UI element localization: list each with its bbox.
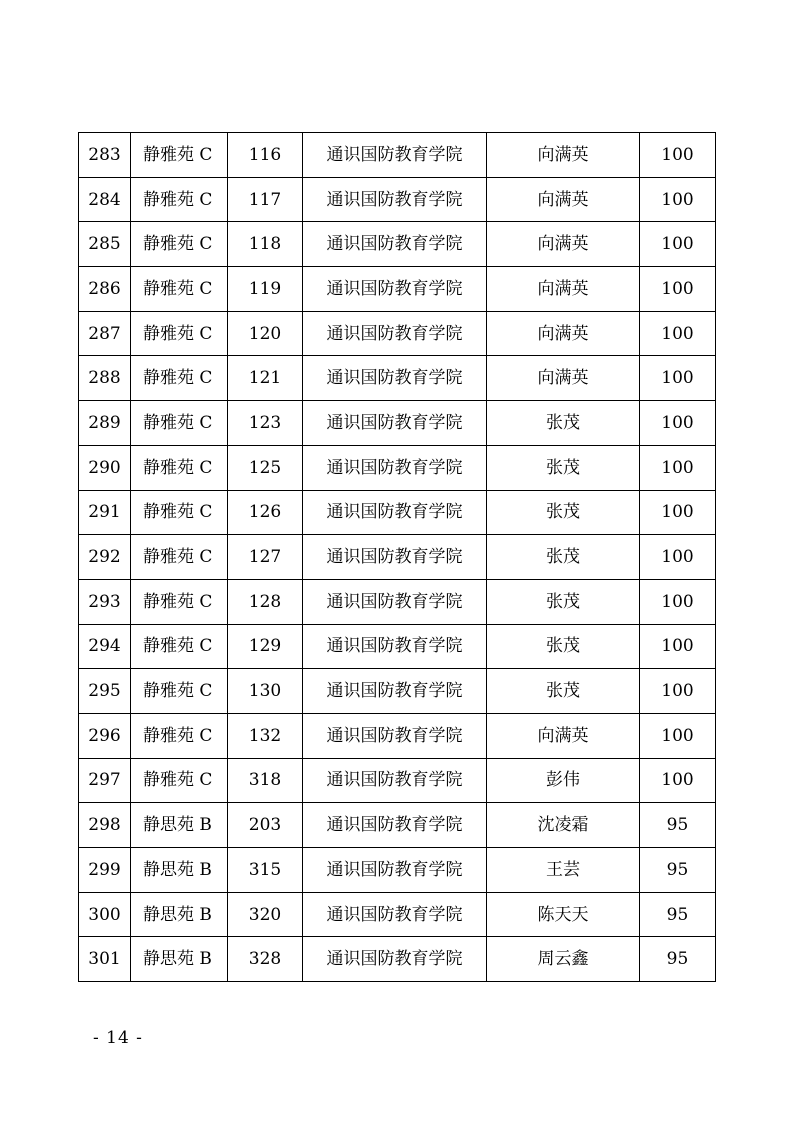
row-number-cell: 283 [79, 133, 131, 178]
room-cell: 123 [228, 401, 303, 446]
score-cell: 100 [640, 133, 716, 178]
score-cell: 100 [640, 356, 716, 401]
table-row [79, 758, 716, 803]
table-row [79, 222, 716, 267]
table-row [79, 490, 716, 535]
room-cell: 121 [228, 356, 303, 401]
page-number: - 14 - [93, 1028, 143, 1048]
table-row [79, 535, 716, 580]
building-cell: 静雅苑 C [131, 311, 228, 356]
name-cell: 张茂 [487, 624, 640, 669]
name-cell: 周云鑫 [487, 937, 640, 982]
name-cell: 张茂 [487, 401, 640, 446]
room-cell: 132 [228, 713, 303, 758]
building-cell: 静雅苑 C [131, 356, 228, 401]
building-cell: 静雅苑 C [131, 222, 228, 267]
name-cell: 张茂 [487, 445, 640, 490]
building-cell: 静雅苑 C [131, 401, 228, 446]
room-cell: 125 [228, 445, 303, 490]
score-cell: 100 [640, 579, 716, 624]
building-cell: 静雅苑 C [131, 669, 228, 714]
row-number-cell: 286 [79, 267, 131, 312]
table-row [79, 937, 716, 982]
building-cell: 静雅苑 C [131, 490, 228, 535]
table-row [79, 848, 716, 893]
college-cell: 通识国防教育学院 [303, 133, 487, 178]
score-cell: 100 [640, 222, 716, 267]
row-number-cell: 285 [79, 222, 131, 267]
table-row [79, 713, 716, 758]
college-cell: 通识国防教育学院 [303, 803, 487, 848]
name-cell: 张茂 [487, 535, 640, 580]
table-row [79, 579, 716, 624]
name-cell: 向满英 [487, 356, 640, 401]
row-number-cell: 288 [79, 356, 131, 401]
room-cell: 320 [228, 892, 303, 937]
name-cell: 王芸 [487, 848, 640, 893]
college-cell: 通识国防教育学院 [303, 356, 487, 401]
row-number-cell: 299 [79, 848, 131, 893]
college-cell: 通识国防教育学院 [303, 892, 487, 937]
college-cell: 通识国防教育学院 [303, 311, 487, 356]
building-cell: 静雅苑 C [131, 445, 228, 490]
dormitory-score-table [78, 132, 716, 982]
room-cell: 128 [228, 579, 303, 624]
table-row [79, 892, 716, 937]
row-number-cell: 297 [79, 758, 131, 803]
name-cell: 向满英 [487, 177, 640, 222]
building-cell: 静雅苑 C [131, 535, 228, 580]
row-number-cell: 289 [79, 401, 131, 446]
score-cell: 95 [640, 892, 716, 937]
college-cell: 通识国防教育学院 [303, 222, 487, 267]
college-cell: 通识国防教育学院 [303, 848, 487, 893]
name-cell: 彭伟 [487, 758, 640, 803]
building-cell: 静雅苑 C [131, 758, 228, 803]
room-cell: 117 [228, 177, 303, 222]
score-cell: 100 [640, 401, 716, 446]
row-number-cell: 284 [79, 177, 131, 222]
name-cell: 向满英 [487, 133, 640, 178]
table-row [79, 311, 716, 356]
room-cell: 116 [228, 133, 303, 178]
row-number-cell: 293 [79, 579, 131, 624]
room-cell: 126 [228, 490, 303, 535]
building-cell: 静雅苑 C [131, 579, 228, 624]
name-cell: 张茂 [487, 490, 640, 535]
building-cell: 静思苑 B [131, 892, 228, 937]
score-cell: 100 [640, 445, 716, 490]
row-number-cell: 290 [79, 445, 131, 490]
table-row [79, 803, 716, 848]
row-number-cell: 296 [79, 713, 131, 758]
row-number-cell: 292 [79, 535, 131, 580]
score-cell: 100 [640, 535, 716, 580]
college-cell: 通识国防教育学院 [303, 937, 487, 982]
room-cell: 119 [228, 267, 303, 312]
score-cell: 100 [640, 267, 716, 312]
table-body [79, 133, 716, 982]
room-cell: 328 [228, 937, 303, 982]
table-row [79, 356, 716, 401]
room-cell: 318 [228, 758, 303, 803]
score-cell: 100 [640, 177, 716, 222]
building-cell: 静思苑 B [131, 937, 228, 982]
name-cell: 向满英 [487, 267, 640, 312]
name-cell: 张茂 [487, 669, 640, 714]
row-number-cell: 294 [79, 624, 131, 669]
college-cell: 通识国防教育学院 [303, 177, 487, 222]
room-cell: 120 [228, 311, 303, 356]
table-row [79, 267, 716, 312]
row-number-cell: 291 [79, 490, 131, 535]
building-cell: 静雅苑 C [131, 267, 228, 312]
building-cell: 静思苑 B [131, 803, 228, 848]
name-cell: 向满英 [487, 311, 640, 356]
college-cell: 通识国防教育学院 [303, 535, 487, 580]
score-cell: 100 [640, 624, 716, 669]
room-cell: 203 [228, 803, 303, 848]
college-cell: 通识国防教育学院 [303, 713, 487, 758]
college-cell: 通识国防教育学院 [303, 445, 487, 490]
room-cell: 127 [228, 535, 303, 580]
building-cell: 静雅苑 C [131, 624, 228, 669]
college-cell: 通识国防教育学院 [303, 401, 487, 446]
table-row [79, 669, 716, 714]
college-cell: 通识国防教育学院 [303, 267, 487, 312]
table-row [79, 401, 716, 446]
name-cell: 向满英 [487, 713, 640, 758]
name-cell: 陈天天 [487, 892, 640, 937]
table-row [79, 177, 716, 222]
score-cell: 95 [640, 937, 716, 982]
row-number-cell: 295 [79, 669, 131, 714]
row-number-cell: 300 [79, 892, 131, 937]
row-number-cell: 301 [79, 937, 131, 982]
table-row [79, 133, 716, 178]
building-cell: 静思苑 B [131, 848, 228, 893]
building-cell: 静雅苑 C [131, 133, 228, 178]
room-cell: 130 [228, 669, 303, 714]
name-cell: 沈凌霜 [487, 803, 640, 848]
score-cell: 100 [640, 490, 716, 535]
room-cell: 315 [228, 848, 303, 893]
score-cell: 100 [640, 669, 716, 714]
table-row [79, 624, 716, 669]
score-cell: 100 [640, 311, 716, 356]
score-cell: 100 [640, 758, 716, 803]
college-cell: 通识国防教育学院 [303, 669, 487, 714]
college-cell: 通识国防教育学院 [303, 579, 487, 624]
name-cell: 张茂 [487, 579, 640, 624]
table-row [79, 445, 716, 490]
score-cell: 100 [640, 713, 716, 758]
building-cell: 静雅苑 C [131, 713, 228, 758]
score-cell: 95 [640, 803, 716, 848]
college-cell: 通识国防教育学院 [303, 490, 487, 535]
college-cell: 通识国防教育学院 [303, 624, 487, 669]
room-cell: 118 [228, 222, 303, 267]
row-number-cell: 298 [79, 803, 131, 848]
college-cell: 通识国防教育学院 [303, 758, 487, 803]
room-cell: 129 [228, 624, 303, 669]
score-cell: 95 [640, 848, 716, 893]
row-number-cell: 287 [79, 311, 131, 356]
building-cell: 静雅苑 C [131, 177, 228, 222]
name-cell: 向满英 [487, 222, 640, 267]
